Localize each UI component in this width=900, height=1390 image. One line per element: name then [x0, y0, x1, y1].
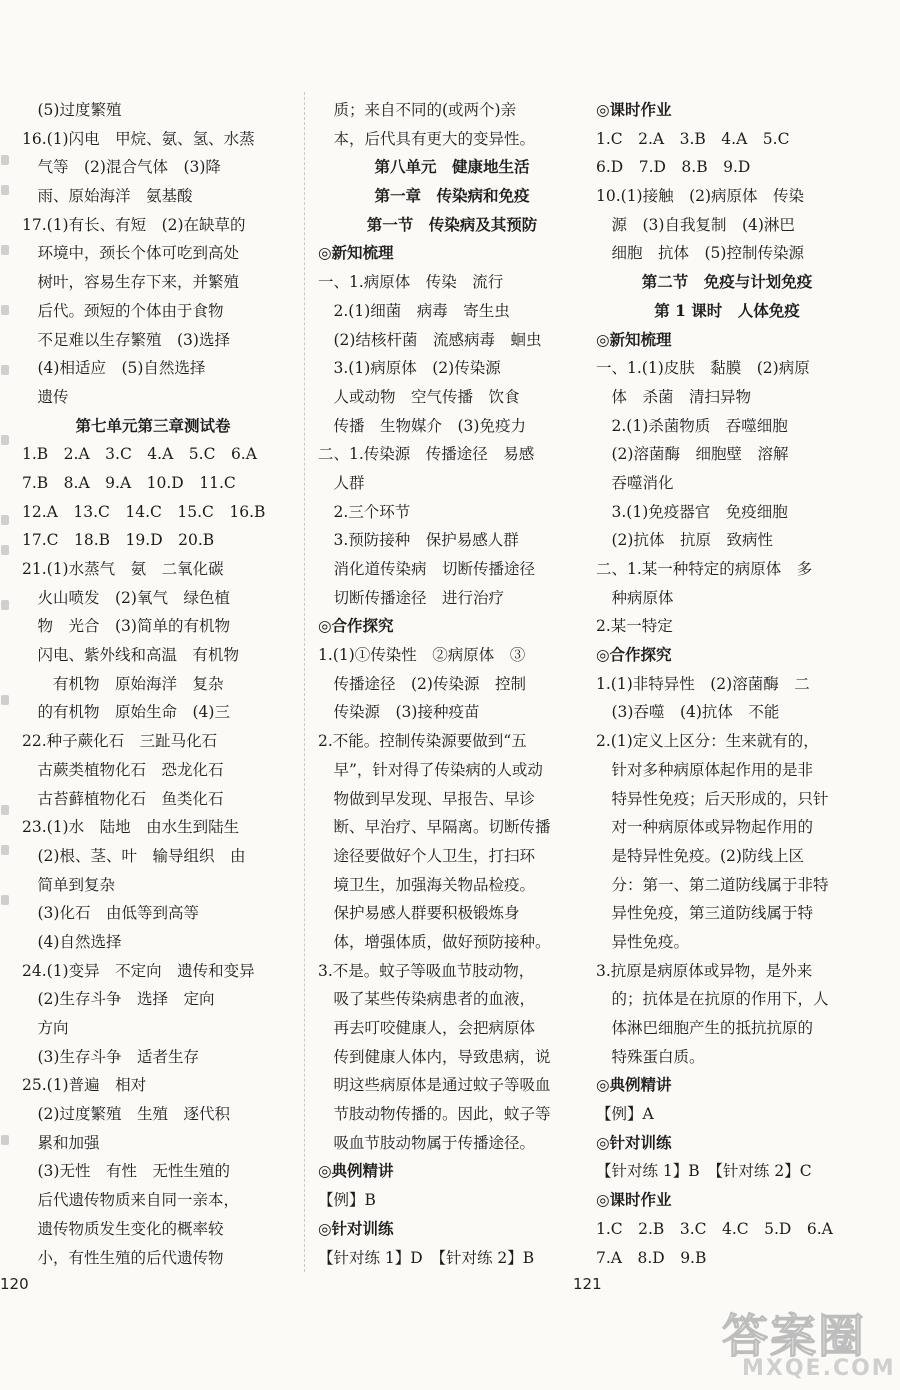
section-heading: 第八单元 健康地生活 [374, 157, 530, 177]
answer-line: 25.(1)普遍 相对 [22, 1076, 147, 1095]
column-divider [304, 92, 305, 1272]
edge-glyph-fragment [1, 435, 9, 445]
answer-line: 23.(1)水 陆地 由水生到陆生 [22, 818, 240, 837]
answer-line: 遗传 [22, 387, 69, 406]
previous-page-edge [0, 140, 12, 1270]
answer-line: (2)结核杆菌 流感病毒 蛔虫 [318, 330, 542, 349]
answer-line: 1.(1)非特异性 (2)溶菌酶 二 [596, 674, 810, 693]
answer-line: 针对多种病原体起作用的是非 [596, 760, 814, 779]
edge-glyph-fragment [1, 805, 9, 815]
answer-line: 物 光合 (3)简单的有机物 [22, 617, 230, 636]
section-heading: ◎新知梳理 [318, 243, 394, 263]
answer-line: 7.A 8.D 9.B [596, 1248, 707, 1267]
answer-line: 传播途径 (2)传染源 控制 [318, 674, 526, 693]
section-heading: ◎课时作业 [596, 100, 672, 119]
answer-line: 传染源 (3)接种疫苗 [318, 703, 480, 722]
answer-line: 明这些病原体是通过蚊子等吸血 [318, 1076, 551, 1095]
answer-line: 一、1.病原体 传染 流行 [318, 273, 504, 292]
section-heading: 第七单元第三章测试卷 [75, 415, 231, 435]
answer-line: 遗传物质发生变化的概率较 [22, 1219, 224, 1238]
section-heading: ◎新知梳理 [596, 329, 672, 349]
answer-line: 21.(1)水蒸气 氨 二氧化碳 [22, 560, 224, 578]
answer-line: 传播 生物媒介 (3)免疫力 [318, 416, 526, 435]
answer-line: 【例】B [318, 1191, 376, 1210]
answer-line: 火山喷发 (2)氧气 绿色植 [22, 588, 230, 607]
edge-glyph-fragment [1, 895, 9, 905]
page-number-left: 120 [0, 1275, 29, 1293]
answer-column-right [596, 96, 858, 1272]
answer-line: 气等 (2)混合气体 (3)降 [22, 158, 221, 177]
section-heading: ◎典例精讲 [596, 1075, 672, 1095]
answer-line: 境卫生，加强海关物品检疫。 [318, 875, 536, 894]
edge-glyph-fragment [1, 845, 9, 855]
edge-glyph-fragment [1, 1135, 9, 1145]
edge-glyph-fragment [1, 515, 9, 525]
answer-line: 2.三个环节 [318, 502, 411, 521]
answer-line: 人或动物 空气传播 饮食 [318, 387, 520, 406]
watermark [722, 1300, 896, 1384]
edge-glyph-fragment [1, 600, 9, 610]
edge-glyph-fragment [1, 245, 9, 255]
answer-line: 雨、原始海洋 氨基酸 [22, 187, 193, 206]
answer-line: 树叶，容易生存下来，并繁殖 [22, 273, 240, 292]
answer-line: 源 (3)自我复制 (4)淋巴 [596, 215, 795, 234]
answer-column-middle [318, 96, 586, 1272]
answer-line: 3.预防接种 保护易感人群 [318, 531, 519, 550]
answer-line: 1.(1)①传染性 ②病原体 ③ [318, 646, 526, 665]
answer-line: 的有机物 原始生命 (4)三 [22, 703, 230, 722]
answer-line: 二、1.传染源 传播途径 易感 [318, 445, 535, 464]
answer-line: 对一种病原体或异物起作用的 [596, 818, 814, 837]
section-heading: 第一节 传染病及其预防 [366, 214, 538, 234]
answer-line: 7.B 8.A 9.A 10.D 11.C [22, 473, 236, 492]
answer-line: 人群 [318, 473, 365, 492]
answer-line: 3.抗原是病原体或异物，是外来 [596, 961, 813, 980]
answer-line: 17.(1)有长、有短 (2)在缺草的 [22, 215, 246, 234]
answer-line: (5)过度繁殖 [22, 101, 122, 119]
answer-line: 异性免疫，第三道防线属于特 [596, 904, 814, 923]
watermark-url: MXQE.COM [742, 1356, 896, 1381]
answer-line: 质；来自不同的(或两个)亲 [318, 101, 517, 119]
answer-line: 保护易感人群要积极锻炼身 [318, 904, 520, 923]
answer-line: 二、1.某一种特定的病原体 多 [596, 560, 813, 578]
answer-line: (2)根、茎、叶 输导组织 由 [22, 846, 246, 865]
answer-line: 吸血节肢动物属于传播途径。 [318, 1133, 536, 1152]
answer-line: (3)吞噬 (4)抗体 不能 [596, 703, 780, 722]
answer-line: 体 杀菌 清扫异物 [596, 387, 752, 406]
answer-line: 吞噬消化 [596, 473, 674, 492]
answer-line: 节肢动物传播的。因此，蚊子等 [318, 1105, 551, 1124]
answer-line: 物做到早发现、早报告、早诊 [318, 789, 536, 808]
section-heading: ◎针对训练 [318, 1218, 394, 1238]
section-heading: ◎合作探究 [596, 645, 672, 665]
answer-line: 断、早治疗、早隔离。切断传播 [318, 818, 551, 837]
answer-line: 2.(1)细菌 病毒 寄生虫 [318, 301, 510, 320]
section-heading: 第一章 传染病和免疫 [374, 186, 530, 206]
answer-line: 17.C 18.B 19.D 20.B [22, 531, 215, 550]
answer-line: 10.(1)接触 (2)病原体 传染 [596, 187, 805, 206]
answer-line: (4)自然选择 [22, 932, 122, 951]
answer-line: 体，增强体质，做好预防接种。 [318, 932, 551, 951]
answer-line: 方向 [22, 1019, 69, 1037]
answer-line: 的；抗体是在抗原的作用下，人 [596, 990, 829, 1009]
answer-line: 环境中，颈长个体可吃到高处 [22, 244, 240, 263]
answer-line: 16.(1)闪电 甲烷、氨、氢、水蒸 [22, 129, 255, 148]
answer-line: 分：第一、第二道防线属于非特 [596, 875, 829, 894]
answer-line: 特殊蛋白质。 [596, 1047, 705, 1066]
answer-line: 异性免疫。 [596, 932, 690, 951]
watermark-logo: 答案圈 [722, 1309, 866, 1363]
edge-glyph-fragment [1, 155, 9, 165]
answer-line: 是特异性免疫。(2)防线上区 [596, 846, 804, 865]
answer-line: (2)抗体 抗原 致病性 [596, 531, 773, 550]
answer-line: 3.(1)免疫器官 免疫细胞 [596, 502, 788, 521]
answer-line: 2.不能。控制传染源要做到“五 [318, 732, 527, 751]
answer-line: 特异性免疫；后天形成的，只针 [596, 789, 829, 808]
answer-line: 【针对练 1】D 【针对练 2】B [318, 1248, 535, 1267]
answer-line: 本，后代具有更大的变异性。 [318, 129, 536, 148]
answer-line: (3)无性 有性 无性生殖的 [22, 1162, 230, 1181]
answer-line: 24.(1)变异 不定向 遗传和变异 [22, 961, 255, 980]
answer-line: 吸了某些传染病患者的血液， [318, 990, 536, 1009]
edge-glyph-fragment [1, 185, 9, 195]
page-number-right: 121 [573, 1275, 602, 1293]
answer-line: 3.不是。蚊子等吸血节肢动物， [318, 961, 535, 980]
answer-line: 1.B 2.A 3.C 4.A 5.C 6.A [22, 445, 257, 464]
answer-line: 2.(1)定义上区分：生来就有的， [596, 732, 819, 751]
answer-line: 2.(1)杀菌物质 吞噬细胞 [596, 416, 788, 435]
section-heading: ◎典例精讲 [318, 1161, 394, 1181]
answer-line: 后代。颈短的个体由于食物 [22, 301, 224, 320]
answer-line: 不足难以生存繁殖 (3)选择 [22, 330, 230, 349]
answer-line: 简单到复杂 [22, 875, 116, 894]
answer-line: 闪电、紫外线和高温 有机物 [22, 646, 240, 665]
section-heading: ◎合作探究 [318, 616, 394, 636]
answer-line: 消化道传染病 切断传播途径 [318, 560, 536, 578]
answer-line: (2)生存斗争 选择 定向 [22, 990, 215, 1009]
answer-line: 1.C 2.A 3.B 4.A 5.C [596, 129, 790, 148]
answer-line: 12.A 13.C 14.C 15.C 16.B [22, 502, 266, 521]
edge-glyph-fragment [1, 545, 9, 555]
answer-line: 途径要做好个人卫生，打扫环 [318, 846, 536, 865]
answer-line: 累和加强 [22, 1133, 100, 1152]
answer-line: 古苔藓植物化石 鱼类化石 [22, 789, 224, 808]
answer-line: 体淋巴细胞产生的抵抗抗原的 [596, 1019, 814, 1037]
answer-line: 【针对练 1】B 【针对练 2】C [596, 1162, 812, 1181]
edge-glyph-fragment [1, 365, 9, 375]
answer-line: (3)生存斗争 适者生存 [22, 1047, 199, 1066]
answer-line: 后代遗传物质来自同一亲本， [22, 1191, 240, 1210]
answer-line: 有机物 原始海洋 复杂 [22, 674, 224, 693]
answer-line: 一、1.(1)皮肤 黏膜 (2)病原 [596, 359, 810, 378]
section-heading: ◎课时作业 [596, 1190, 672, 1210]
answer-line: 种病原体 [596, 588, 674, 607]
answer-line: 切断传播途径 进行治疗 [318, 588, 505, 607]
edge-glyph-fragment [1, 305, 9, 315]
answer-line: 6.D 7.D 8.B 9.D [596, 158, 751, 177]
section-heading: 第二节 免疫与计划免疫 [641, 272, 813, 292]
answer-line: 细胞 抗体 (5)控制传染源 [596, 244, 804, 263]
answer-line: 2.某一特定 [596, 617, 673, 636]
answer-line: 早”，针对得了传染病的人或动 [318, 760, 543, 779]
answer-line: 22.种子蕨化石 三趾马化石 [22, 732, 218, 751]
answer-line: 3.(1)病原体 (2)传染源 [318, 359, 501, 378]
section-heading: 第 1 课时 人体免疫 [654, 300, 800, 320]
answer-line: 传到健康人体内，导致患病，说 [318, 1047, 551, 1066]
answer-line: 小，有性生殖的后代遗传物 [22, 1248, 224, 1267]
answer-line: 【例】A [596, 1105, 654, 1124]
answer-line: (3)化石 由低等到高等 [22, 904, 199, 923]
answer-line: (4)相适应 (5)自然选择 [22, 359, 206, 378]
section-heading: ◎针对训练 [596, 1132, 672, 1152]
answer-line: (2)过度繁殖 生殖 逐代积 [22, 1105, 230, 1124]
answer-line: 再去叮咬健康人，会把病原体 [318, 1019, 536, 1037]
answer-line: (2)溶菌酶 细胞壁 溶解 [596, 445, 789, 464]
edge-glyph-fragment [1, 695, 9, 705]
answer-column-left [22, 96, 284, 1272]
answer-line: 1.C 2.B 3.C 4.C 5.D 6.A [596, 1219, 833, 1238]
answer-line: 古蕨类植物化石 恐龙化石 [22, 760, 224, 779]
